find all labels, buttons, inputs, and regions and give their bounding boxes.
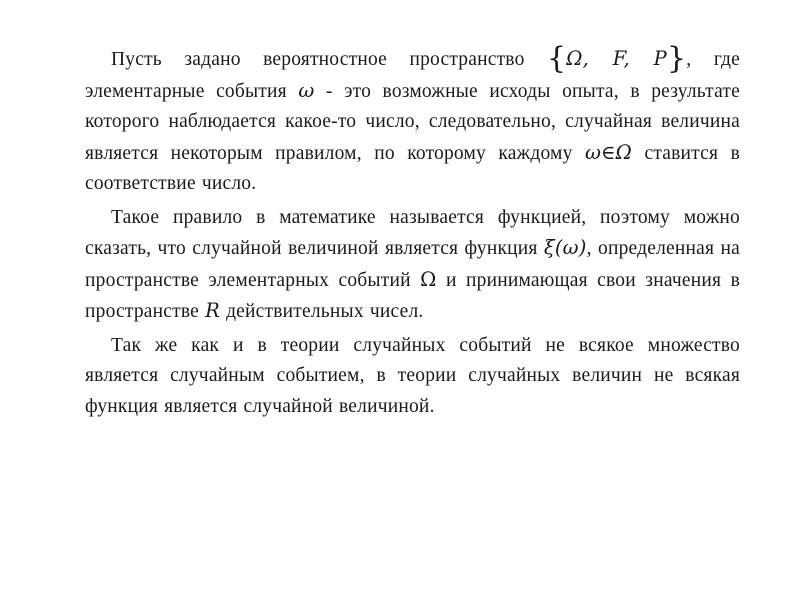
document-page [85, 41, 741, 425]
paragraph-text: Пусть задано вероятностное пространство [111, 49, 525, 70]
set-elements: Ω, F, P [566, 47, 667, 70]
paragraph-text: - это возможные исходы опыта, в результате которого наблюдается какое-то число, следовательно, случайная величина является некоторым правилом, по которому каждому [85, 80, 741, 164]
paragraph-text: Так же как и в теории случайных событий не всякое множество является случайным событием, в теории случайных величин не всякая функция является случайной величиной. [85, 334, 740, 417]
paragraph-text: действительных чисел. [226, 301, 424, 322]
paragraph-text: , определенная на пространстве элементарных событий [85, 238, 740, 291]
paragraph-random-variable-function [85, 203, 740, 328]
elementary-event-symbol: ω [298, 78, 315, 102]
function-formula: ξ(ω) [543, 236, 587, 259]
paragraph-text: , где элементарные события [85, 49, 741, 102]
set-close-brace: } [667, 41, 687, 76]
sample-space-symbol: Ω [420, 267, 437, 291]
real-space-symbol: R [205, 299, 220, 322]
set-open-brace: { [546, 41, 567, 76]
membership-formula: ω∈Ω [584, 140, 633, 164]
paragraph-text: ставится в соответствие число. [85, 142, 740, 194]
paragraph-text: Такое правило в математике называется функцией, поэтому можно сказать, что случайной величиной является функция [85, 206, 740, 259]
paragraph-text: и принимающая свои значения в пространстве [85, 269, 741, 322]
paragraph-not-every-function [85, 331, 740, 423]
probability-space-formula [546, 41, 687, 76]
paragraph-probability-space [85, 41, 741, 200]
